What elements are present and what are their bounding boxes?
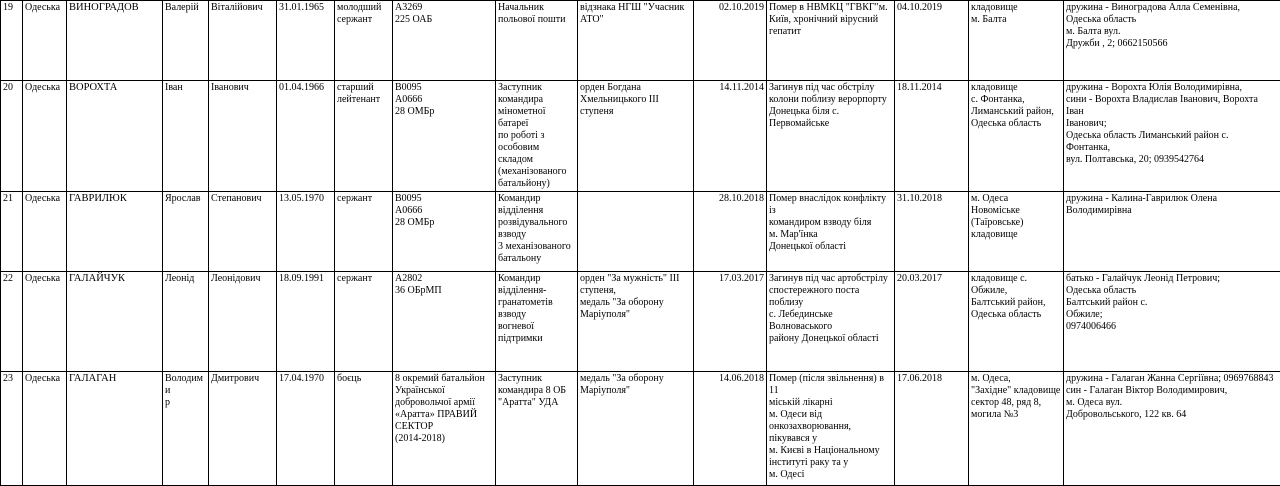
burial-place-cell: м. Одеса, "Західне" кладовище сектор 48, ряд 8, могила №3 [969,372,1064,486]
burial-place-cell: м. Одеса Новоміське (Таїровське) кладовище [969,192,1064,272]
first-name-cell: Володими р [163,372,209,486]
birth-date-cell: 31.01.1965 [277,1,335,81]
burial-place-cell: кладовище с. Фонтанка, Лиманський район, Одеська область [969,81,1064,192]
region-cell: Одеська [23,372,67,486]
position-cell: Командир відділення розвідувального взводу 3 механізованого батальону [496,192,578,272]
death-date-cell: 28.10.2018 [694,192,767,272]
rank-cell: боєць [335,372,393,486]
circumstances-cell: Помер в НВМКЦ "ГВКГ"м. Київ, хронічний вірусний гепатит [767,1,895,81]
region-cell: Одеська [23,81,67,192]
unit-cell: В0095 А0666 28 ОМБр [393,192,496,272]
first-name-cell: Іван [163,81,209,192]
birth-date-cell: 13.05.1970 [277,192,335,272]
table-row [1,372,1280,486]
birth-date-cell: 18.09.1991 [277,272,335,372]
position-cell: Командир відділення- гранатометів взводу вогневої підтримки [496,272,578,372]
award-cell [578,192,694,272]
relatives-cell: батько - Галайчук Леонід Петрович; Одеська область Балтський район с. Обжиле; 0974006466 [1064,272,1280,372]
unit-cell: 8 окремий батальйон Української добровольчої армії «Аратта» ПРАВИЙ СЕКТОР (2014-2018) [393,372,496,486]
burial-place-cell: кладовище с. Обжиле, Балтський район, Одеська область [969,272,1064,372]
rank-cell: молодший сержант [335,1,393,81]
position-cell: Начальник польової пошти [496,1,578,81]
row-number: 21 [1,192,23,272]
row-number: 20 [1,81,23,192]
surname-cell: ГАВРИЛЮК [67,192,163,272]
patronymic-cell: Віталійович [209,1,277,81]
rank-cell: сержант [335,192,393,272]
region-cell: Одеська [23,272,67,372]
rank-cell: сержант [335,272,393,372]
region-cell: Одеська [23,192,67,272]
surname-cell: ГАЛАГАН [67,372,163,486]
table-row [1,81,1280,192]
burial-date-cell: 18.11.2014 [895,81,969,192]
circumstances-cell: Помер (після звільнення) в 11 міській лікарні м. Одеси від онкозахворювання, пікувався у м. Києві в Національному інституті раку та у м. Одесі [767,372,895,486]
patronymic-cell: Іванович [209,81,277,192]
patronymic-cell: Дмитрович [209,372,277,486]
death-date-cell: 02.10.2019 [694,1,767,81]
birth-date-cell: 01.04.1966 [277,81,335,192]
table-row [1,192,1280,272]
circumstances-cell: Помер внаслідок конфлікту із командиром взводу біля м. Мар'їнка Донецької області [767,192,895,272]
award-cell: орден Богдана Хмельницького ІІІ ступеня [578,81,694,192]
position-cell: Заступник командира мінометної батареї по роботі з особовим складом (механізованого батальйону) [496,81,578,192]
burial-date-cell: 31.10.2018 [895,192,969,272]
burial-date-cell: 17.06.2018 [895,372,969,486]
circumstances-cell: Загинув під час обстрілу колони поблизу верорпорту Донецька біля с. Первомайське [767,81,895,192]
birth-date-cell: 17.04.1970 [277,372,335,486]
award-cell: орден "За мужність" ІІІ ступеня, медаль "За оборону Маріуполя" [578,272,694,372]
burial-date-cell: 20.03.2017 [895,272,969,372]
patronymic-cell: Степанович [209,192,277,272]
burial-date-cell: 04.10.2019 [895,1,969,81]
row-number: 22 [1,272,23,372]
row-number: 19 [1,1,23,81]
award-cell: медаль "За оборону Маріуполя" [578,372,694,486]
relatives-cell: дружина - Галаган Жанна Сергіївна; 0969768843 син - Галаган Віктор Володимирович, м. Одеса вул. Добровольського, 122 кв. 64 [1064,372,1280,486]
surname-cell: ВОРОХТА [67,81,163,192]
row-number: 23 [1,372,23,486]
death-date-cell: 14.11.2014 [694,81,767,192]
table-row [1,272,1280,372]
relatives-cell: дружина - Ворохта Юлія Володимирівна, сини - Ворохта Владислав Іванович, Ворохта Іван Іванович; Одеська область Лиманський район с. Фонтанка, вул. Полтавська, 20; 0939542764 [1064,81,1280,192]
surname-cell: ВИНОГРАДОВ [67,1,163,81]
unit-cell: В0095 А0666 28 ОМБр [393,81,496,192]
region-cell: Одеська [23,1,67,81]
first-name-cell: Ярослав [163,192,209,272]
surname-cell: ГАЛАЙЧУК [67,272,163,372]
unit-cell: А3269 225 ОАБ [393,1,496,81]
relatives-cell: дружина - Калина-Гаврилюк Олена Володимирівна [1064,192,1280,272]
relatives-cell: дружина - Виноградова Алла Семенівна, Одеська область м. Балта вул. Дружби , 2; 0662150566 [1064,1,1280,81]
unit-cell: А2802 36 ОБрМП [393,272,496,372]
first-name-cell: Леонід [163,272,209,372]
circumstances-cell: Загинув під час артобстрілу спостережного поста поблизу с. Лебединське Волноваського району Донецької області [767,272,895,372]
death-date-cell: 14.06.2018 [694,372,767,486]
award-cell: відзнака НГШ "Учасник АТО" [578,1,694,81]
table-row [1,1,1280,81]
rank-cell: старший лейтенант [335,81,393,192]
first-name-cell: Валерій [163,1,209,81]
patronymic-cell: Леонідович [209,272,277,372]
burial-place-cell: кладовище м. Балта [969,1,1064,81]
position-cell: Заступник командира 8 ОБ "Аратта" УДА [496,372,578,486]
death-date-cell: 17.03.2017 [694,272,767,372]
